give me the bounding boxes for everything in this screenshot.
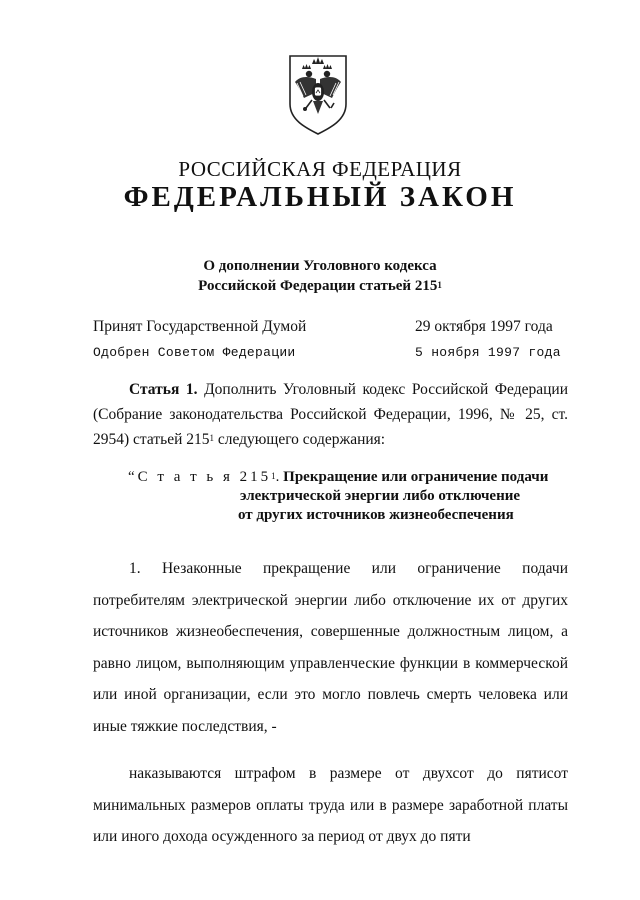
document-type: ФЕДЕРАЛЬНЫЙ ЗАКОН bbox=[123, 181, 517, 213]
subject-line-2 bbox=[0, 276, 640, 296]
law-subject bbox=[0, 256, 640, 296]
new-article-dot: . bbox=[275, 469, 284, 485]
new-article-title-line-1: Прекращение или ограничение подачи bbox=[283, 469, 549, 485]
new-article-heading bbox=[128, 468, 548, 525]
duma-adoption-date: 29 октября 1997 года bbox=[415, 318, 553, 335]
article-1-text-end: следующего содержания: bbox=[214, 431, 386, 448]
new-article-prefix: “С т а т ь я 215 bbox=[128, 469, 272, 485]
article-1-paragraph bbox=[93, 377, 568, 452]
new-article-heading-line-1 bbox=[128, 468, 548, 487]
article-1-superscript: 1 bbox=[209, 433, 214, 443]
country-title: РОССИЙСКАЯ ФЕДЕРАЦИЯ bbox=[178, 157, 462, 181]
article-1-label: Статья 1. bbox=[129, 381, 198, 398]
article-1-text: Дополнить Уголовный кодекс Российской Федерации (Собрание законодательства Российской Федерации, 1996, № 25, ст. 2954) статьей 215 bbox=[93, 381, 568, 448]
subject-line-2-text: Российской Федерации статьей 215 bbox=[198, 278, 438, 294]
new-article-superscript: 1 bbox=[271, 471, 276, 481]
subject-superscript: 1 bbox=[437, 280, 442, 290]
part-1-paragraph: 1. Незаконные прекращение или ограничение подачи потребителям электрической энергии либо отключение их от других источников жизнеобеспечения, совершенные должностным лицом, а равно лицом, выполняющим управленческие функции в коммерческой или иной организации, если это могло повлечь смерть человека или иные тяжкие последствия, - bbox=[93, 560, 568, 735]
subject-line-1: О дополнении Уголовного кодекса bbox=[203, 258, 437, 274]
council-approval-date: 5 ноября 1997 года bbox=[415, 345, 561, 360]
council-approval-label: Одобрен Советом Федерации bbox=[93, 345, 296, 360]
new-article-title-line-2: электрической энергии либо отключение bbox=[240, 488, 521, 504]
duma-adoption-label: Принят Государственной Думой bbox=[93, 318, 307, 335]
new-article-title-line-3: от других источников жизнеобеспечения bbox=[238, 507, 514, 523]
penalty-paragraph: наказываются штрафом в размере от двухсот до пятисот минимальных размеров оплаты труда или в размере заработной платы или иного дохода осужденного за период от двух до пяти bbox=[93, 765, 568, 845]
coat-of-arms-icon bbox=[286, 52, 350, 136]
